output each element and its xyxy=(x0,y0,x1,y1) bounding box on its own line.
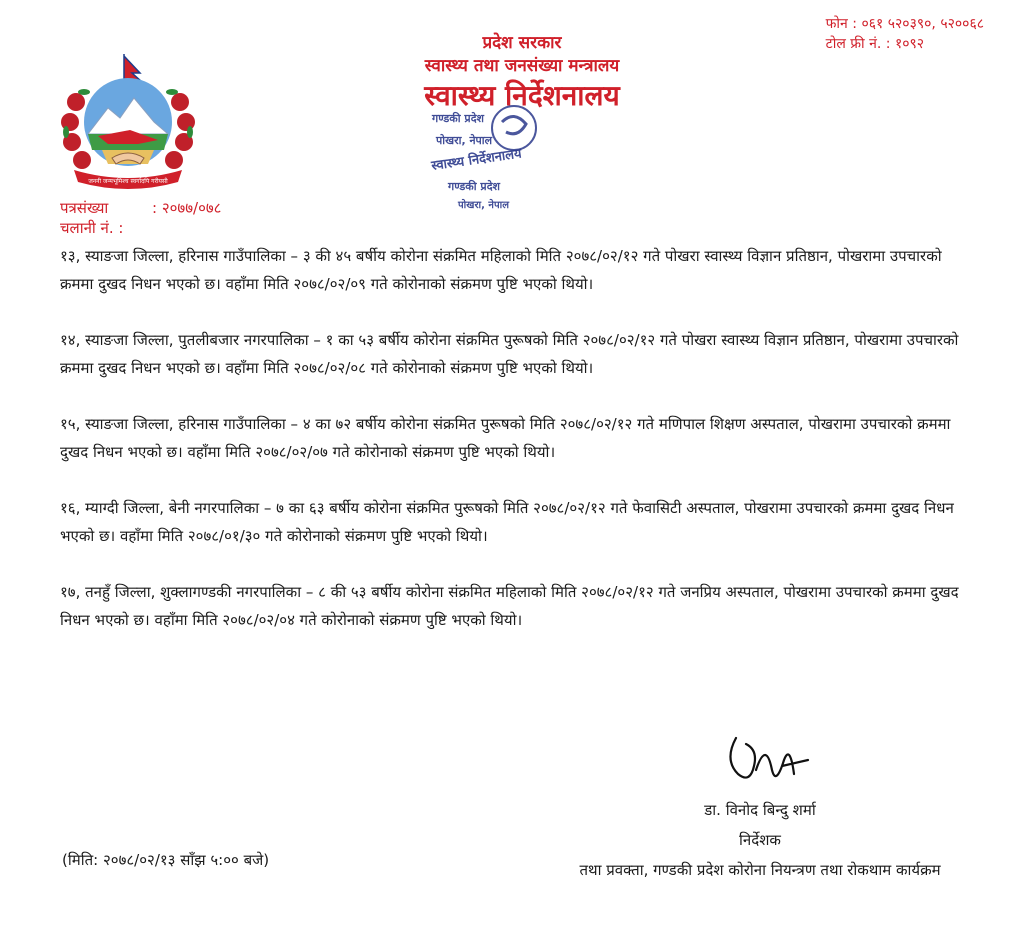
signer-role: तथा प्रवक्ता, गण्डकी प्रदेश कोरोना नियन्त्रण तथा रोकथाम कार्यक्रम xyxy=(579,861,941,879)
paragraph: १३, स्याङजा जिल्ला, हरिनास गाउँपालिका – ३ की ४५ बर्षीय कोरोना संक्रमित महिलाको मिति २०७८/०२/१२ गते पोखरा स्वास्थ्य विज्ञान प्रतिष्ठान, पोखरामा उपचारको क्रममा दुखद निधन भएको छ। वहाँमा मिति २०७८/०२/०९ गते कोरोनाको संक्रमण पुष्टि भएको थियो। xyxy=(60,247,942,293)
header-line-1: प्रदेश सरकार xyxy=(482,33,562,53)
phone-number: फोन : ०६१ ५२०३९०, ५२००६८ xyxy=(825,16,984,32)
date-line: (मिति: २०७८/०२/१३ साँझ ५:०० बजे) xyxy=(62,851,270,869)
signature-icon xyxy=(716,730,816,790)
paragraph: १६, म्याग्दी जिल्ला, बेनी नगरपालिका – ७ का ६३ बर्षीय कोरोना संक्रमित पुरूषको मिति २०७८/०२/१२ गते फेवासिटी अस्पताल, पोखरामा उपचारको क्रममा दुखद निधन भएको छ। वहाँमा मिति २०७८/०१/३० गते कोरोनाको संक्रमण पुष्टि भएको थियो। xyxy=(60,499,954,545)
letter-number-label: पत्रसंख्या xyxy=(60,199,109,217)
header-title: स्वास्थ्य निर्देशनालय xyxy=(424,79,620,112)
letter-number-row xyxy=(60,198,221,218)
emblem-motto: जननी जन्मभूमिश्च स्वर्गादपि गरीयसी xyxy=(88,178,168,185)
stamp-line-5: पोखरा, नेपाल xyxy=(458,200,510,211)
dispatch-number-label: चलानी नं. : xyxy=(60,219,124,237)
stamp-line-2: पोखरा, नेपाल xyxy=(436,134,493,147)
letter-number-value: : २०७७/०७८ xyxy=(152,199,222,217)
signer-block xyxy=(560,795,960,885)
stamp-line-1: गण्डकी प्रदेश xyxy=(432,112,485,125)
signer-title: निर्देशक xyxy=(739,831,781,849)
paragraph: १५, स्याङजा जिल्ला, हरिनास गाउँपालिका – ४ का ७२ बर्षीय कोरोना संक्रमित पुरूषको मिति २०७८/०२/१२ गते मणिपाल शिक्षण अस्पताल, पोखरामा उपचारको क्रममा दुखद निधन भएको छ। वहाँमा मिति २०७८/०२/०७ गते कोरोनाको संक्रमण पुष्टि भएको थियो। xyxy=(60,415,951,461)
paragraph: १४, स्याङजा जिल्ला, पुतलीबजार नगरपालिका – १ का ५३ बर्षीय कोरोना संक्रमित पुरूषको मिति २०७८/०२/१२ गते पोखरा स्वास्थ्य विज्ञान प्रतिष्ठान, पोखरामा उपचारको क्रममा दुखद निधन भएको छ। वहाँमा मिति २०७८/०२/०८ गते कोरोनाको संक्रमण पुष्टि भएको थियो। xyxy=(60,331,959,377)
reference-block xyxy=(60,198,221,238)
header-line-2: स्वास्थ्य तथा जनसंख्या मन्त्रालय xyxy=(424,56,620,76)
notice-body xyxy=(60,242,960,662)
signer-name: डा. विनोद बिन्दु शर्मा xyxy=(704,801,816,819)
paragraph: १७, तनहुँ जिल्ला, शुक्लागण्डकी नगरपालिका – ८ की ५३ बर्षीय कोरोना संक्रमित महिलाको मिति २०७८/०२/१२ गते जनप्रिय अस्पताल, पोखरामा उपचारको क्रममा दुखद निधन भएको छ। वहाँमा मिति २०७८/०२/०४ गते कोरोनाको संक्रमण पुष्टि भएको थियो। xyxy=(60,583,959,629)
directorate-stamp-icon xyxy=(418,100,568,220)
stamp-line-3: स्वास्थ्य निर्देशनालय xyxy=(430,146,523,174)
toll-free-number: टोल फ्री नं. : १०९२ xyxy=(825,36,925,52)
stamp-line-4: गण्डकी प्रदेश xyxy=(448,180,501,193)
